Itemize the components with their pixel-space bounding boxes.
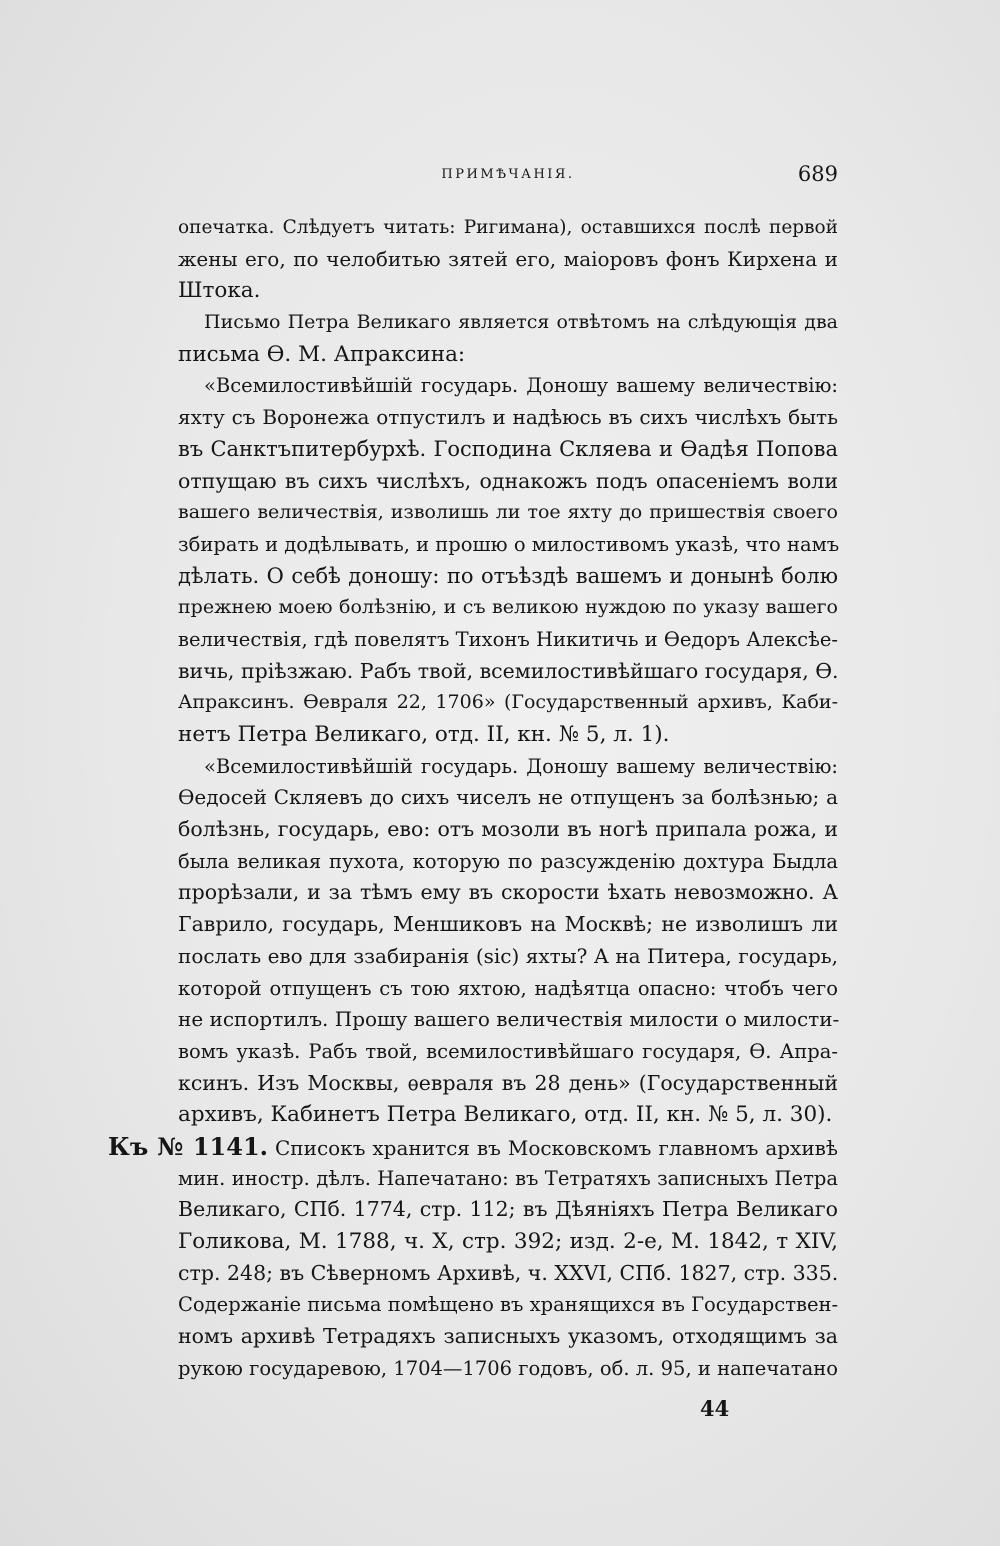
text-line: мин. иностр. дѣлъ. Напечатано: въ Тетратяхъ записныхъ Петра [178, 1166, 838, 1190]
text-line: «Всемилостивѣйшій государь. Доношу вашему величествію: [204, 374, 838, 398]
signature-mark: 44 [700, 1396, 730, 1421]
text-line: Апраксинъ. Ѳевраля 22, 1706» (Государственный архивъ, Каби- [178, 691, 838, 714]
text-line: Ѳедосей Скляевъ до сихъ чиселъ не отпущенъ за болѣзнью; а [178, 785, 838, 810]
text-line: Письмо Петра Великаго является отвѣтомъ на слѣдующія два [204, 311, 838, 334]
text-line: письма Ѳ. М. Апраксина: [178, 341, 466, 367]
text-line: вомъ указѣ. Рабъ твой, всемилостивѣйшаго государя, Ѳ. Апра- [178, 1039, 838, 1063]
text-line: ксинъ. Изъ Москвы, ѳевраля въ 28 день» (Государственный [178, 1070, 838, 1095]
text-line: не испортилъ. Прошу вашего величествія милости о милости- [178, 1007, 840, 1032]
text-line: «Всемилостивѣйшій государь. Доношу вашему величествію: [204, 754, 838, 778]
text-line: стр. 248; въ Сѣверномъ Архивѣ, ч. XXVI, СПб. 1827, стр. 335. [178, 1260, 839, 1285]
text-line: Штока. [178, 278, 261, 304]
body-text [108, 212, 840, 1384]
text-line: вичь, пріѣзжаю. Рабъ твой, всемилостивѣйшаго государя, Ѳ. [178, 658, 839, 683]
text-line: збирать и додѣлывать, и прошю о милостивомъ указѣ, что намъ [178, 532, 840, 556]
note-label: Къ № 1141. [108, 1131, 269, 1161]
text-line: номъ архивѣ Тетрадяхъ записныхъ указомъ, отходящимъ за [178, 1324, 838, 1349]
note-text: Списокъ хранится въ Московскомъ главномъ архивѣ [274, 1135, 838, 1160]
text-line: яхту съ Воронежа отпустилъ и надѣюсь въ сихъ числѣхъ быть [178, 405, 838, 430]
running-head [178, 162, 838, 186]
text-line: величествія, гдѣ повелятъ Тихонъ Никитичь и Ѳедоръ Алексѣе- [178, 627, 838, 651]
text-line: въ Санктъпитербурхѣ. Господина Скляева и Ѳадѣя Попова [178, 436, 838, 461]
text-line: жены его, по челобитью зятей его, маіоровъ фонъ Кирхена и [178, 246, 838, 271]
text-line: дѣлать. О себѣ доношу: по отъѣздѣ вашемъ и донынѣ болю [178, 563, 838, 588]
text-line: Великаго, СПб. 1774, стр. 112; въ Дѣяніяхъ Петра Великаго [178, 1197, 838, 1222]
text-line: архивъ, Кабинетъ Петра Великаго, отд. II, кн. № 5, л. 30). [178, 1102, 833, 1128]
text-line: прорѣзали, и за тѣмъ ему въ скорости ѣхать невозможно. А [178, 880, 838, 905]
text-line: Гаврило, государь, Меншиковъ на Москвѣ; не изволишъ ли [178, 912, 838, 937]
text-line: нетъ Петра Великаго, отд. II, кн. № 5, л. 1). [178, 722, 670, 747]
text-line: вашего величествія, изволишь ли тое яхту до пришествія своего [178, 501, 838, 524]
text-line: была великая пухота, которую по разсужденію дохтура Быдла [178, 849, 838, 873]
running-title: ПРИМѢЧАНІЯ. [441, 167, 575, 182]
text-line: прежнею моею болѣзнію, и съ великою нуждою по указу вашего [178, 596, 838, 619]
note-line [108, 1131, 838, 1163]
page-number: 689 [797, 162, 838, 186]
text-line: рукою государевою, 1704—1706 годовъ, об. л. 95, и напечатано [178, 1356, 838, 1380]
text-line: Содержаніе письма помѣщено въ хранящихся въ Государствен- [178, 1293, 839, 1317]
text-line: Голикова, М. 1788, ч. X, стр. 392; изд. 2-е, М. 1842, т XIV, [178, 1229, 838, 1254]
text-line: опечатка. Слѣдуетъ читать: Ригимана), оставшихся послѣ первой [178, 217, 838, 238]
text-line: послать ево для ззабиранія (sic) яхты? А на Питера, государь, [178, 943, 838, 968]
text-line: отпущаю въ сихъ числѣхъ, однакожъ подъ опасеніемъ воли [178, 468, 838, 493]
text-line: болѣзнь, государь, ево: отъ мозоли въ ногѣ припала рожа, и [178, 817, 838, 842]
text-line: которой отпущенъ съ тою яхтою, надѣятца опасно: чтобъ чего [178, 976, 838, 1000]
